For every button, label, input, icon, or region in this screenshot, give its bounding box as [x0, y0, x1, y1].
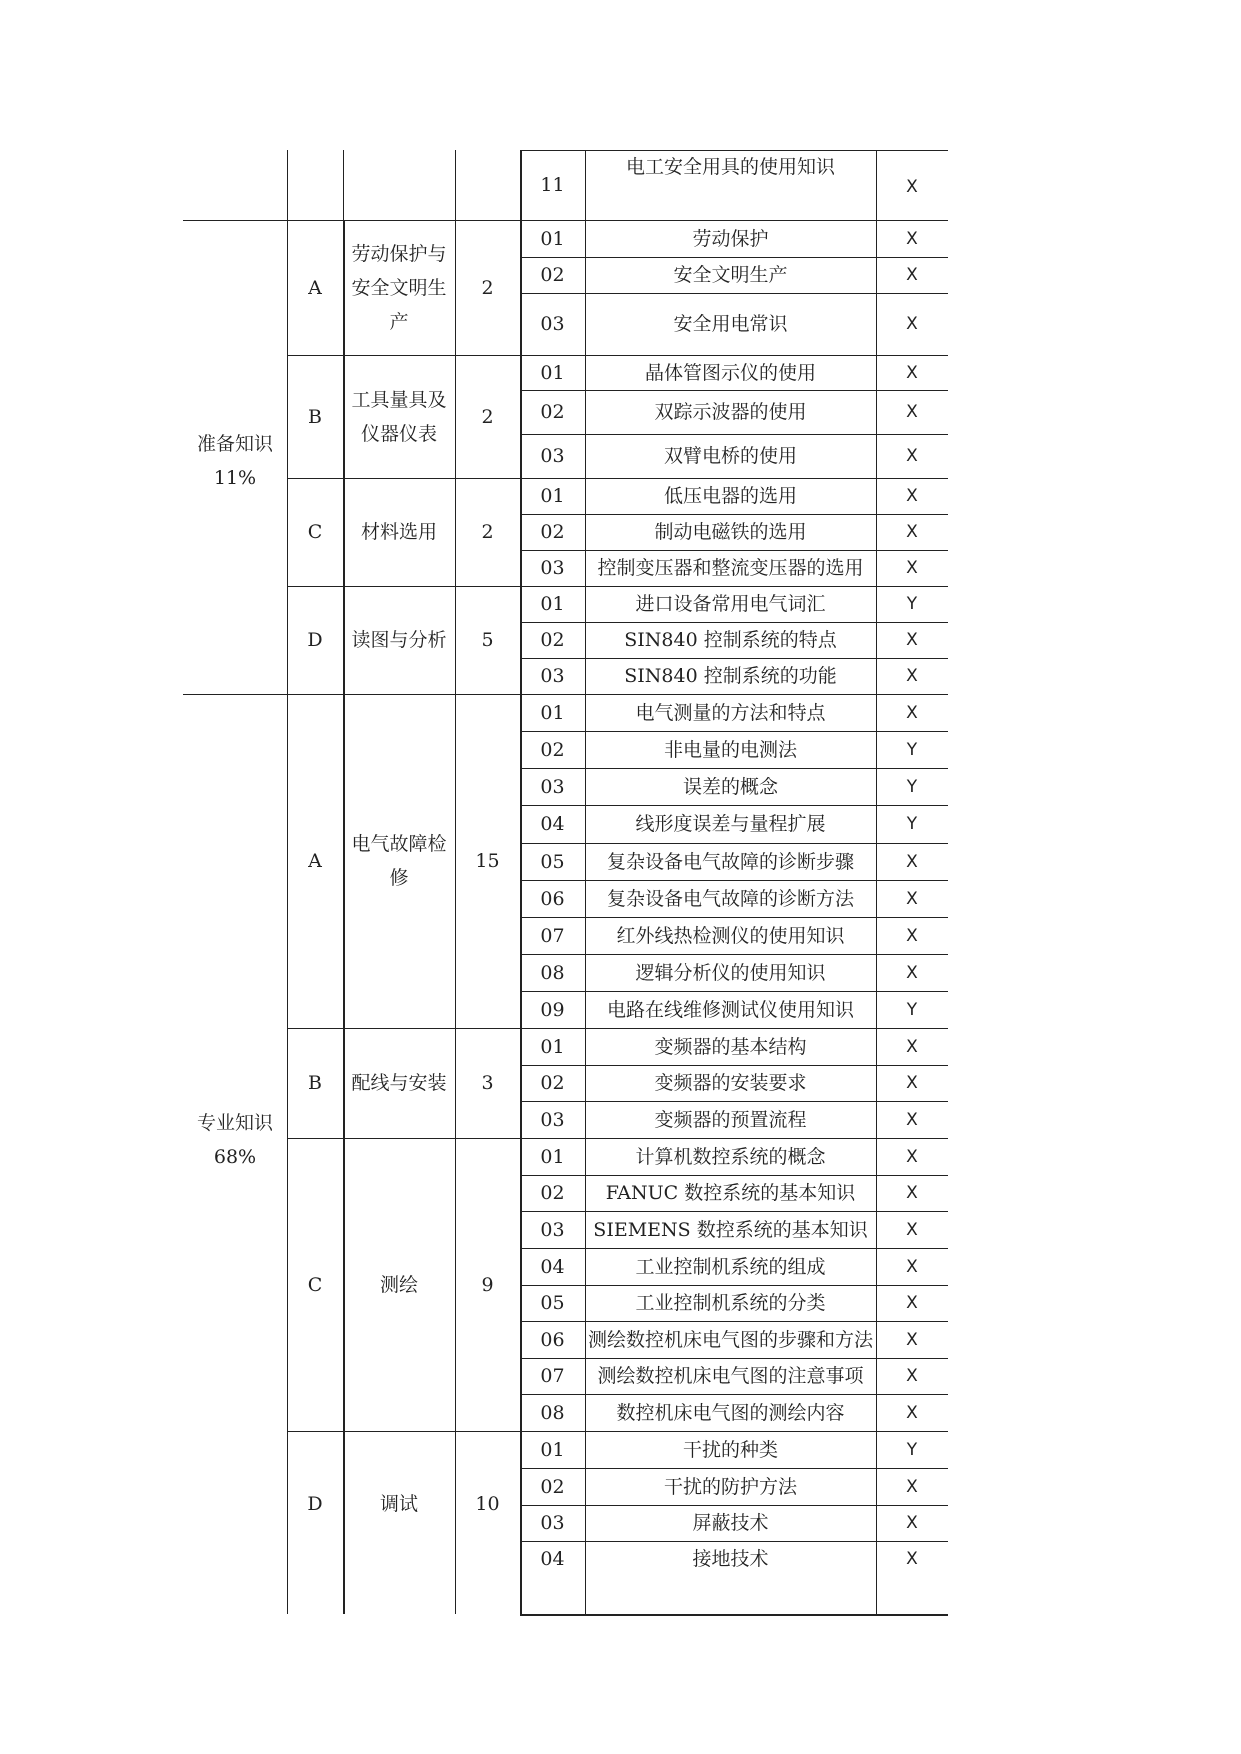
grid-v-line [455, 150, 456, 220]
item-name: 劳动保护 [692, 227, 769, 250]
item-mark: X [906, 851, 918, 872]
group-divider [287, 1138, 520, 1139]
item-name: 测绘数控机床电气图的步骤和方法 [587, 1328, 873, 1351]
item-code: 03 [540, 1218, 565, 1241]
item-code: 03 [540, 1512, 565, 1534]
item-mark: X [906, 1293, 918, 1313]
group-count: 10 [475, 1493, 500, 1515]
item-mark: X [906, 1109, 918, 1130]
group-title: 产 [389, 310, 409, 333]
grid-v-line [287, 150, 288, 220]
item-mark: X [906, 962, 918, 983]
item-name: 电气测量的方法和特点 [635, 701, 826, 724]
item-name: SIEMENS 数控系统的基本知识 [593, 1218, 868, 1241]
item-name: 红外线热检测仪的使用知识 [616, 924, 845, 947]
item-mark: X [906, 925, 918, 946]
item-mark: Y [906, 814, 918, 834]
item-code: 03 [540, 557, 565, 579]
group-count: 9 [481, 1273, 494, 1296]
item-name: 进口设备常用电气词汇 [635, 593, 826, 615]
item-mark: X [906, 1476, 918, 1497]
group-title: 劳动保护与 [351, 242, 447, 265]
item-mark: X [906, 1513, 918, 1533]
group-divider [287, 220, 520, 221]
item-mark: X [906, 630, 918, 650]
item-mark: X [906, 1402, 918, 1423]
item-code: 07 [540, 1365, 565, 1387]
group-title: 配线与安装 [351, 1072, 447, 1094]
group-count: 2 [481, 276, 494, 299]
group-letter: C [307, 1273, 323, 1296]
group-title: 修 [389, 867, 409, 889]
group-divider [287, 694, 520, 695]
item-name: 复杂设备电气故障的诊断步骤 [606, 850, 854, 873]
item-name: 控制变压器和整流变压器的选用 [597, 557, 864, 579]
item-mark: X [906, 1036, 918, 1057]
group-count: 3 [481, 1072, 494, 1094]
item-name: 测绘数控机床电气图的注意事项 [597, 1365, 864, 1387]
item-code: 04 [540, 1255, 565, 1278]
item-code: 02 [540, 738, 565, 761]
group-letter: B [308, 405, 322, 428]
item-name: SIN840 控制系统的功能 [624, 665, 837, 687]
item-code: 01 [540, 701, 565, 724]
item-code: 06 [540, 1328, 565, 1351]
item-name: 误差的概念 [682, 775, 778, 798]
group-title: 工具量具及 [351, 388, 447, 411]
group-title: 材料选用 [360, 521, 437, 543]
group-letter: D [307, 1493, 323, 1515]
category-label: 专业知识 [196, 1111, 273, 1134]
item-name: 电工安全用具的使用知识 [625, 156, 835, 178]
item-code: 11 [540, 174, 565, 196]
item-code: 01 [540, 1438, 565, 1461]
item-mark: X [906, 486, 918, 506]
category-label: 准备知识 [196, 433, 273, 455]
item-code: 06 [540, 887, 565, 910]
item-mark: X [906, 558, 918, 578]
item-name: FANUC 数控系统的基本知识 [605, 1182, 856, 1204]
item-code: 03 [540, 1108, 565, 1131]
group-divider [287, 355, 520, 356]
item-mark: X [906, 177, 918, 197]
item-name: SIN840 控制系统的特点 [624, 629, 837, 651]
group-title: 安全文明生 [351, 276, 447, 299]
group-title: 读图与分析 [351, 629, 447, 651]
item-name: 双臂电桥的使用 [663, 445, 797, 467]
item-code: 01 [540, 593, 565, 615]
item-code: 04 [540, 1548, 565, 1570]
item-mark: Y [906, 999, 918, 1020]
item-name: 制动电磁铁的选用 [654, 521, 807, 543]
item-mark: X [906, 1146, 918, 1167]
item-mark: X [906, 402, 918, 422]
item-name: 变频器的基本结构 [654, 1035, 807, 1058]
item-name: 计算机数控系统的概念 [635, 1145, 826, 1168]
item-name: 干扰的种类 [682, 1438, 778, 1461]
item-name: 屏蔽技术 [692, 1512, 769, 1534]
item-name: 工业控制机系统的组成 [635, 1255, 826, 1278]
item-name: 低压电器的选用 [663, 485, 797, 507]
group-divider [287, 586, 520, 587]
item-code: 02 [540, 1072, 565, 1094]
item-mark: Y [906, 594, 918, 614]
item-mark: X [906, 265, 918, 285]
group-title: 仪器仪表 [360, 422, 437, 445]
item-mark: X [906, 1183, 918, 1203]
item-mark: X [906, 1329, 918, 1350]
item-code: 05 [540, 1292, 565, 1314]
item-code: 03 [540, 313, 565, 335]
item-mark: Y [906, 1439, 918, 1460]
item-name: 复杂设备电气故障的诊断方法 [606, 887, 854, 910]
group-count: 2 [481, 521, 494, 543]
item-code: 01 [540, 361, 565, 384]
item-name: 干扰的防护方法 [663, 1475, 797, 1498]
group-letter: A [308, 850, 322, 872]
item-name: 电路在线维修测试仪使用知识 [606, 998, 854, 1021]
grid-h-line [520, 150, 948, 151]
group-divider [287, 478, 520, 479]
group-title: 电气故障检 [351, 833, 447, 855]
item-code: 07 [540, 924, 565, 947]
item-mark: X [906, 888, 918, 909]
item-code: 05 [540, 850, 565, 873]
group-divider [287, 1431, 520, 1432]
item-code: 02 [540, 521, 565, 543]
item-mark: X [906, 362, 918, 383]
item-name: 接地技术 [692, 1548, 769, 1570]
item-code: 01 [540, 1035, 565, 1058]
group-letter: B [308, 1072, 322, 1094]
item-code: 03 [540, 445, 565, 467]
item-name: 安全文明生产 [673, 264, 788, 286]
item-code: 02 [540, 629, 565, 651]
item-mark: X [906, 1549, 918, 1569]
item-name: 晶体管图示仪的使用 [644, 361, 816, 384]
item-code: 08 [540, 961, 565, 984]
item-code: 01 [540, 485, 565, 507]
item-code: 01 [540, 227, 565, 250]
item-code: 02 [540, 1182, 565, 1204]
category-percent: 68% [213, 1145, 257, 1168]
group-letter: D [307, 629, 323, 651]
grid-v-line [343, 150, 344, 220]
group-count: 2 [481, 405, 494, 428]
item-mark: X [906, 666, 918, 686]
item-code: 02 [540, 1475, 565, 1498]
table-bottom-line [520, 1614, 948, 1616]
item-name: 变频器的安装要求 [654, 1072, 807, 1094]
item-name: 非电量的电测法 [663, 738, 797, 761]
item-code: 03 [540, 665, 565, 687]
item-mark: X [906, 314, 918, 334]
item-name: 数控机床电气图的测绘内容 [616, 1401, 845, 1424]
group-letter: A [308, 276, 322, 299]
item-code: 04 [540, 813, 565, 835]
item-code: 02 [540, 264, 565, 286]
group-title: 调试 [379, 1493, 418, 1515]
item-code: 02 [540, 401, 565, 423]
item-name: 变频器的预置流程 [654, 1108, 807, 1131]
category-percent: 11% [213, 467, 257, 489]
item-mark: X [906, 1219, 918, 1240]
item-mark: Y [906, 776, 918, 797]
item-code: 08 [540, 1401, 565, 1424]
item-mark: X [906, 1256, 918, 1277]
item-code: 09 [540, 998, 565, 1021]
item-mark: X [906, 1366, 918, 1386]
group-letter: C [307, 521, 323, 543]
item-code: 03 [540, 775, 565, 798]
item-name: 双踪示波器的使用 [654, 401, 807, 423]
item-mark: X [906, 702, 918, 723]
item-mark: X [906, 228, 918, 249]
item-mark: X [906, 1073, 918, 1093]
group-divider [287, 1028, 520, 1029]
item-code: 01 [540, 1145, 565, 1168]
item-name: 安全用电常识 [673, 313, 788, 335]
group-count: 15 [475, 850, 500, 872]
item-name: 工业控制机系统的分类 [635, 1292, 826, 1314]
item-mark: X [906, 522, 918, 542]
item-mark: X [906, 446, 918, 466]
item-mark: Y [906, 739, 918, 760]
group-title: 测绘 [379, 1273, 418, 1296]
group-count: 5 [481, 629, 494, 651]
item-name: 逻辑分析仪的使用知识 [635, 961, 826, 984]
item-name: 线形度误差与量程扩展 [635, 813, 826, 835]
